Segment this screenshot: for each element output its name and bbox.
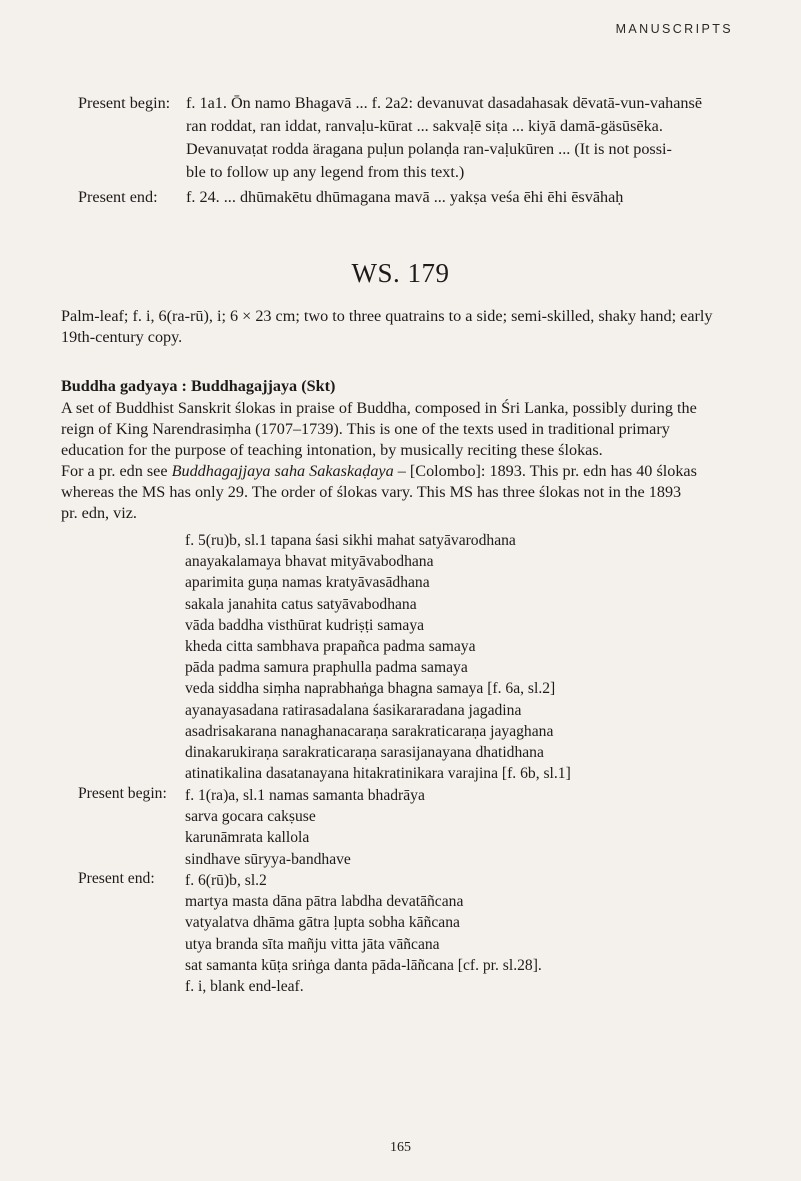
physical-description <box>61 306 733 347</box>
present-begin-label: Present begin: <box>78 94 171 112</box>
verse-line: sat samanta kūṭa sriṅga danta pāda-lāñcana [cf. pr. sl.28]. <box>185 956 542 974</box>
verse-line: pāda padma samura praphulla padma samaya <box>185 659 468 677</box>
verse-line: dinakarukiraṇa sarakraticaraṇa sarasijanayana dhatidhana <box>185 744 544 762</box>
verse-line: sarva gocara cakṣuse <box>185 808 316 826</box>
verse-line: sakala janahita catus satyāvabodhana <box>185 595 417 613</box>
edition-line <box>61 461 733 482</box>
verse-line: aparimita guṇa namas kratyāvasādhana <box>185 574 430 592</box>
body-line: education for the purpose of teaching intonation, by musically reciting these ślokas. <box>61 441 603 459</box>
entry-heading: WS. 179 <box>351 258 450 288</box>
body-line: whereas the MS has only 29. The order of ślokas vary. This MS has three ślokas not in the 1893 <box>61 483 682 501</box>
verse-line: martya masta dāna pātra labdha devatāñcana <box>185 893 464 911</box>
begin-line: ble to follow up any legend from this text.) <box>186 163 465 181</box>
edition-suffix: – [Colombo]: 1893. This pr. edn has 40 ślokas <box>393 462 697 480</box>
description-line: 19th-century copy. <box>61 327 183 346</box>
description-line: Palm-leaf; f. i, 6(ra-rū), i; 6 × 23 cm; two to three quatrains to a side; semi-skilled, shaky hand; early <box>61 307 713 325</box>
present-end-text: f. 24. ... dhūmakētu dhūmagana mavā ... yakṣa veśa ēhi ēhi ēsvāhaḥ <box>186 188 624 206</box>
verse-line: vatyalatva dhāma gātra ḷupta sobha kāñcana <box>185 914 460 932</box>
present-end-label: Present end: <box>78 188 158 206</box>
verse-line: f. 5(ru)b, sl.1 tapana śasi sikhi mahat satyāvarodhana <box>185 532 516 549</box>
verse-line: asadrisakarana nanaghanacaraṇa sarakraticaraṇa jayaghana <box>185 722 554 740</box>
verse-line: f. i, blank end-leaf. <box>185 978 304 996</box>
running-head: MANUSCRIPTS <box>615 22 733 36</box>
begin-line: ran roddat, ran iddat, ranvaḷu-kūrat ... sakvaḷē siṭa ... kiyā damā-gäsūsēka. <box>186 117 663 135</box>
begin-line: Devanuvaṭat rodda äragana puḷun polanḍa ran-vaḷukūren ... (It is not possi- <box>186 140 672 158</box>
verses-end <box>185 870 542 997</box>
work-description <box>61 398 733 524</box>
work-title: Buddha gadyaya : Buddhagajjaya (Skt) <box>61 377 336 395</box>
verses-begin <box>185 785 425 870</box>
edition-title: Buddhagajjaya saha Sakaskaḍaya <box>171 462 394 480</box>
verse-line: anayakalamaya bhavat mityāvabodhana <box>185 553 434 571</box>
body-line: pr. edn, viz. <box>61 504 137 522</box>
verse-line: kheda citta sambhava prapañca padma samaya <box>185 638 476 656</box>
begin-line: f. 1a1. Ōn namo Bhagavā ... f. 2a2: devanuvat dasadahasak dēvatā-vun-vahansē <box>186 94 703 112</box>
present-begin-label-2: Present begin: <box>78 785 167 802</box>
verse-line: vāda baddha visthūrat kudriṣṭi samaya <box>185 616 425 634</box>
body-line: A set of Buddhist Sanskrit ślokas in praise of Buddha, composed in Śri Lanka, possibly during the <box>61 399 697 417</box>
body-line: reign of King Narendrasiṃha (1707–1739). This is one of the texts used in traditional primary <box>61 420 670 438</box>
page-number: 165 <box>390 1140 411 1155</box>
verse-line: veda siddha siṃha naprabhaṅga bhagna samaya [f. 6a, sl.2] <box>185 680 556 698</box>
verse-line: utya branda sīta mañju vitta jāta vāñcana <box>185 935 440 953</box>
verse-line: atinatikalina dasatanayana hitakratinikara varajina [f. 6b, sl.1] <box>185 765 571 783</box>
verse-line: f. 6(rū)b, sl.2 <box>185 872 267 889</box>
edition-prefix: For a pr. edn see <box>61 462 172 480</box>
verse-line: sindhave sūryya-bandhave <box>185 850 351 868</box>
verse-line: ayanayasadana ratirasadalana śasikararadana jagadina <box>185 701 522 719</box>
verse-line: karunāmrata kallola <box>185 829 310 847</box>
verse-line: f. 1(ra)a, sl.1 namas samanta bhadrāya <box>185 787 425 804</box>
present-end-label-2: Present end: <box>78 870 155 887</box>
verses-extra-slokas <box>185 530 571 784</box>
